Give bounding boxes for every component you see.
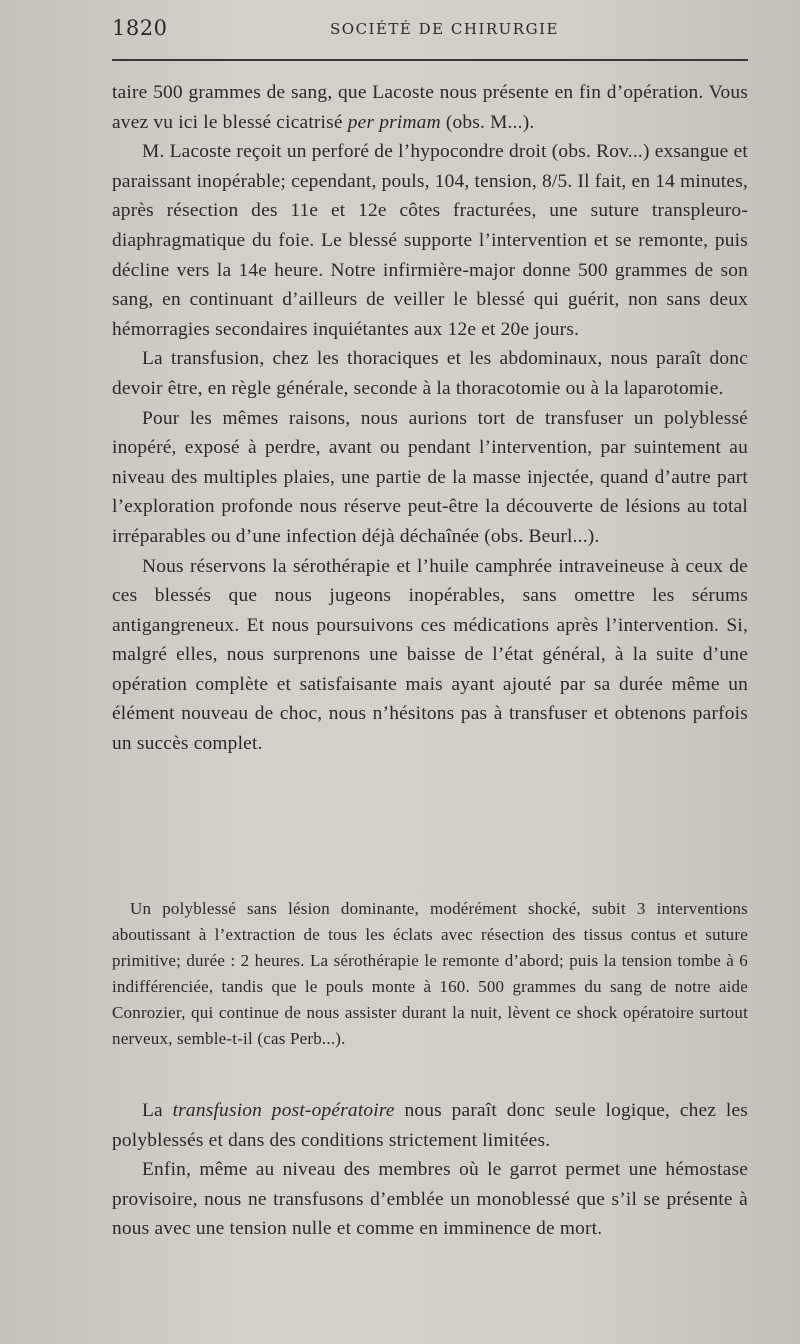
paragraph-6: La transfusion post-opératoire nous paraît donc seule logique, chez les polyblessés et dans des conditions strictement limitées. bbox=[112, 1100, 749, 1151]
paragraph-7: Enfin, même au niveau des membres où le garrot permet une hémostase provisoire, nous ne transfusons d’emblée un monoblessé que s’il se présente à nous avec une tension nulle et comme en imminence de mort. bbox=[112, 1159, 748, 1240]
running-head: SOCIÉTÉ DE CHIRURGIE bbox=[330, 20, 559, 38]
header-rule bbox=[112, 59, 748, 61]
paragraph-4: Pour les mêmes raisons, nous aurions tort de transfuser un polyblessé inopéré, exposé à perdre, avant ou pendant l’intervention, par suintement au niveau des multiples plaies, une partie de la masse injectée, quand d’autre part l’exploration profonde nous réserve peut-être la découverte de lésions au total irréparables ou d’une infection déjà déchaînée (obs. Beurl...). bbox=[112, 407, 748, 547]
paragraph-3: La transfusion, chez les thoraciques et les abdominaux, nous paraît donc devoir être, en règle générale, seconde à la thoracotomie ou à la laparotomie. bbox=[112, 348, 748, 399]
case-note: Un polyblessé sans lésion dominante, modérément shocké, subit 3 interventions aboutissant à l’extraction de tous les éclats avec résection des tissus contus et suture primitive; durée : 2 heures. La sérothérapie le remonte d’abord; puis la tension tombe à 6 indifférenciée, tandis que le pouls monte à 160. 500 grammes du sang de notre aide Conrozier, qui continue de nous assister durant la nuit, lèvent ce shock opératoire surtout nerveux, semble-t-il (cas Perb...). bbox=[112, 899, 748, 1048]
main-text bbox=[112, 78, 748, 759]
closing-text bbox=[112, 1096, 748, 1244]
emphasis-phrase: transfusion post-opératoire bbox=[172, 1100, 395, 1121]
paragraph-5: Nous réservons la sérothérapie et l’huile camphrée intraveineuse à ceux de ces blessés que nous jugeons inopérables, sans omettre les sérums antigangreneux. Et nous poursuivons ces médications après l’intervention. Si, malgré elles, nous surprenons une baisse de l’état général, à la suite d’une opération complète et satisfaisante mais ayant ajouté par sa durée même un élément nouveau de choc, nous n’hésitons pas à transfuser et obtenons parfois un succès complet. bbox=[112, 555, 748, 755]
latin-phrase: per primam bbox=[347, 111, 441, 133]
paragraph-1: taire 500 grammes de sang, que Lacoste nous présente en fin d’opération. Vous avez vu ici le blessé cicatrisé per primam (obs. M...). bbox=[112, 82, 748, 133]
paragraph-2: M. Lacoste reçoit un perforé de l’hypocondre droit (obs. Rov...) exsangue et paraissant inopérable; cependant, pouls, 104, tension, 8/5. Il fait, en 14 minutes, après résection des 11e et 12e côtes fracturées, une suture transpleuro-diaphragmatique du foie. Le blessé supporte l’intervention et se remonte, puis décline vers la 14e heure. Notre infirmière-major donne 500 grammes de son sang, en continuant d’ailleurs de veiller le blessé qui guérit, non sans deux hémorragies secondaires inquiétantes aux 12e et 20e jours. bbox=[112, 141, 748, 340]
page-number: 1820 bbox=[112, 16, 168, 40]
